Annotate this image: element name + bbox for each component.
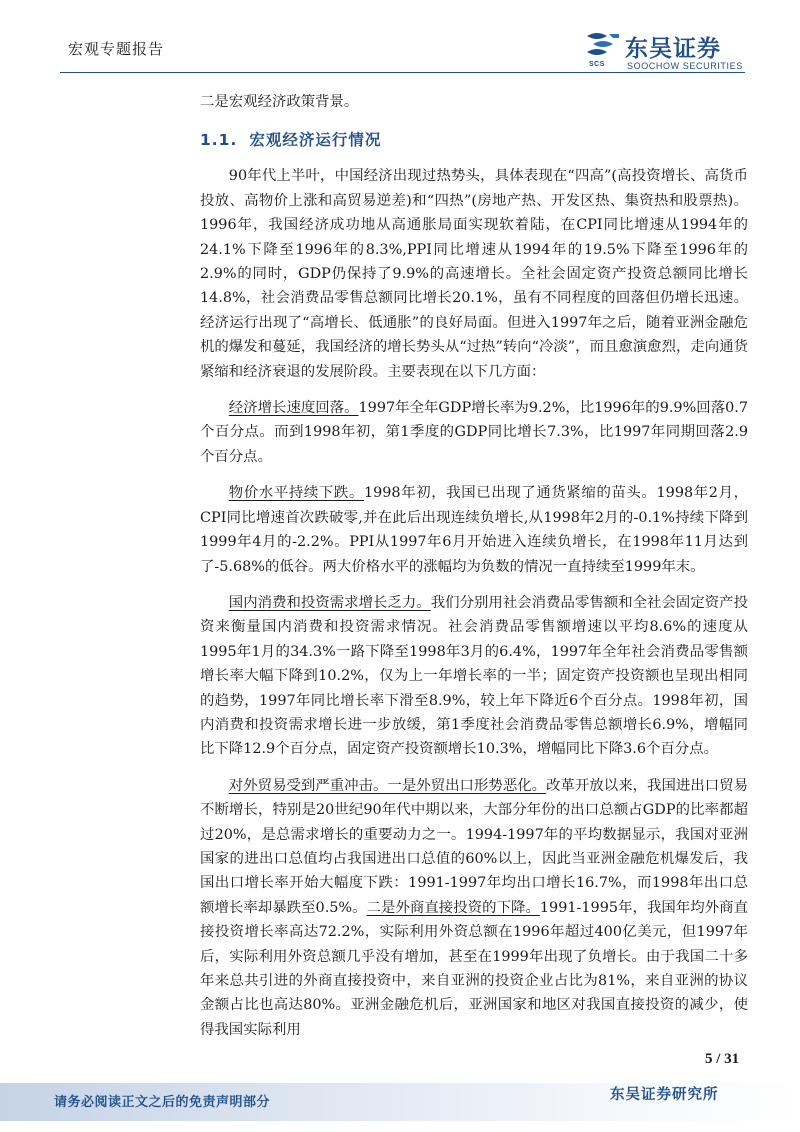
page-number: 5 / 31 bbox=[705, 1051, 740, 1067]
section-heading bbox=[200, 128, 748, 150]
demand-body: 我们分别用社会消费品零售额和全社会固定资产投资来衡量国内消费和投资需求情况。社会消费品零售额增速以平均8.6%的速度从1995年1月的34.3%一路下降至1998年3月的6.4%，1997年全年社会消费品零售额增长率大幅下降到10.2%，仅为上一年增长率的一半；固定资产投资额也呈现出相同的趋势，1997年同比增长率下滑至8.9%，较上年下降近6个百分点。1998年初，国内消费和投资需求增长进一步放缓，第1季度社会消费品零售总额增长6.9%，增幅同比下降12.9个百分点，固定资产投资额增长10.3%，增幅同比下降3.6个百分点。 bbox=[200, 594, 748, 758]
section-title: 宏观经济运行情况 bbox=[249, 131, 382, 150]
trade-body-2: 1991-1995年，我国年均外商直接投资增长率高达72.2%，实际利用外资总额在1996年超过400亿美元，但1997年后，实际利用外资总额几乎没有增加，甚至在1999年出现了负增长。由于我国二十多年来总共引进的外商直接投资中，来自亚洲的投资企业占比为81%，来自亚洲的协议金额占比也高达80%。亚洲金融危机后，亚洲国家和地区对我国直接投资的减少，使得我国实际利用 bbox=[200, 899, 748, 1038]
scs-logo-icon bbox=[583, 30, 623, 62]
paragraph-demand bbox=[200, 591, 748, 762]
logo-chinese-name: 东吴证券 bbox=[625, 36, 721, 62]
research-institute-name: 东吴证券研究所 bbox=[610, 1087, 719, 1103]
paragraph-growth bbox=[200, 396, 748, 469]
report-body bbox=[200, 90, 748, 1042]
fdi-lead: 二是外商直接投资的下降。 bbox=[366, 899, 540, 916]
logo-english-name: SOOCHOW SECURITIES bbox=[627, 61, 743, 71]
paragraph-overview: 90年代上半叶，中国经济出现过热势头，具体表现在“四高”(高投资增长、高货币投放、高物价上涨和高贸易逆差)和“四热”(房地产热、开发区热、集资热和股票热)。1996年，我国经济成功地从高通胀局面实现软着陆，在CPI同比增速从1994年的24.1%下降至1996年的8.3%,PPI同比增速从1994年的19.5%下降至1996年的2.9%的同时，GDP仍保持了9.9%的高速增长。全社会固定资产投资总额同比增长14.8%，社会消费品零售总额同比增长20.1%，虽有不同程度的回落但仍增长迅速。经济运行出现了“高增长、低通胀”的良好局面。但进入1997年之后，随着亚洲金融危机的爆发和蔓延，我国经济的增长势头从“过热”转向“冷淡”，而且愈演愈烈，走向通货紧缩和经济衰退的发展阶段。主要表现在以下几方面： bbox=[200, 168, 748, 380]
growth-body: 1997年全年GDP增长率为9.2%，比1996年的9.9%回落0.7个百分点。而到1998年初，第1季度的GDP同比增长7.3%，比1997年同期回落2.9个百分点。 bbox=[200, 400, 748, 465]
paragraph-trade bbox=[200, 774, 748, 1042]
prices-lead: 物价水平持续下跌。 bbox=[228, 485, 364, 502]
intro-line: 二是宏观经济政策背景。 bbox=[200, 94, 359, 110]
logo-abbreviation: SCS bbox=[589, 61, 605, 68]
growth-lead: 经济增长速度回落。 bbox=[228, 400, 359, 417]
demand-lead: 国内消费和投资需求增长乏力。 bbox=[228, 594, 431, 611]
disclaimer-note: 请务必阅读正文之后的免责声明部分 bbox=[54, 1095, 271, 1110]
company-logo bbox=[583, 30, 748, 76]
prices-body: 1998年初，我国已出现了通货紧缩的苗头。1998年2月，CPI同比增速首次跌破零,并在此后出现连续负增长,从1998年2月的-0.1%持续下降到1999年4月的-2.2%。PPI从1997年6月开始进入连续负增长，在1998年11月达到了-5.68%的低谷。两大价格水平的涨幅均为负数的情况一直持续至1999年末。 bbox=[200, 485, 748, 575]
trade-lead: 对外贸易受到严重冲击。一是外贸出口形势恶化。 bbox=[228, 777, 547, 794]
report-type-label: 宏观专题报告 bbox=[68, 40, 165, 58]
paragraph-prices bbox=[200, 481, 748, 579]
header-divider bbox=[60, 72, 745, 73]
section-number: 1.1. bbox=[200, 131, 238, 150]
trade-body-1: 改革开放以来，我国进出口贸易不断增长，特别是20世纪90年代中期以来，大部分年份的出口总额占GDP的比率都超过20%，是总需求增长的重要动力之一。1994-1997年的平均数据显示，我国对亚洲国家的进出口总值均占我国进出口总值的60%以上，因此当亚洲金融危机爆发后，我国出口增长率开始大幅度下跌：1991-1997年均出口增长16.7%，而1998年出口总额增长率却暴跌至0.5%。 bbox=[200, 777, 748, 916]
